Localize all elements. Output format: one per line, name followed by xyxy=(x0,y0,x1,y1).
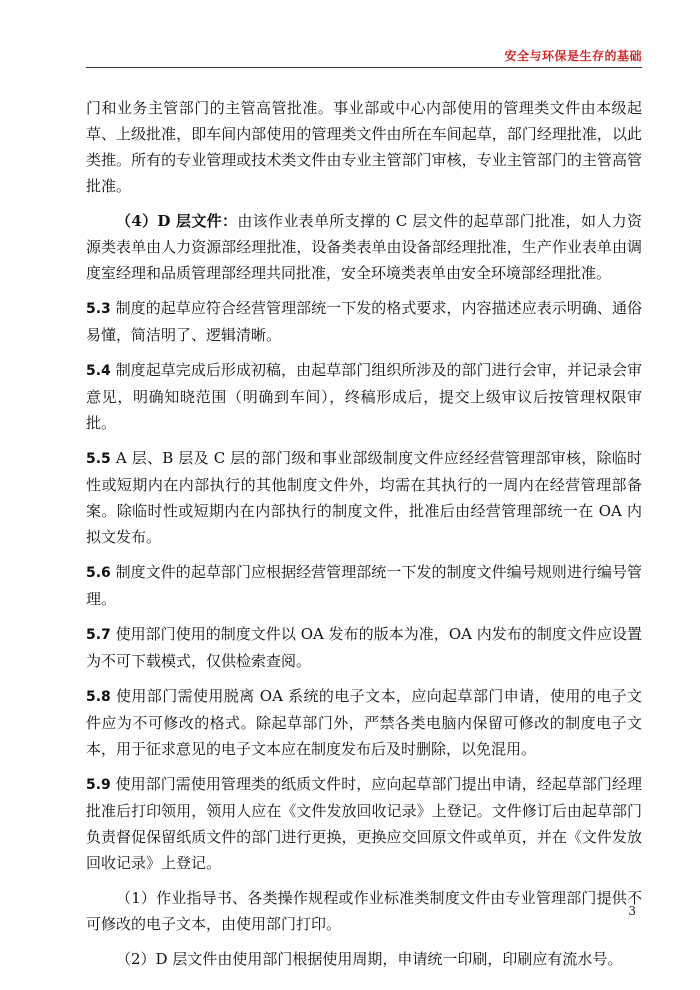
clause-5-5 xyxy=(86,445,642,550)
clause-text: 使用部门需使用脱离 OA 系统的电子文本，应向起草部门申请，使用的电子文件应为不可修改的格式。除起草部门外，严禁各类电脑内保留可修改的制度电子文本，用于征求意见的电子文本应在制度发布后及时删除，以免混用。 xyxy=(86,687,642,758)
clause-5-4 xyxy=(86,357,642,436)
sub-item-2 xyxy=(86,946,642,972)
clause-number: 5.6 xyxy=(86,565,111,581)
paragraph-d-layer xyxy=(86,208,642,286)
sub-item-text: （2）D 层文件由使用部门根据使用周期，申请统一印刷，印刷应有流水号。 xyxy=(116,950,623,968)
header-slogan: 安全与环保是生存的基础 xyxy=(504,49,642,63)
paragraph-text: 门和业务主管部门的主管高管批准。事业部或中心内部使用的管理类文件由本级起草、上级批准，即车间内部使用的管理类文件由所在车间起草，部门经理批准，以此类推。所有的专业管理或技术类文件由专业主管部门审核，专业主管部门的主管高管批准。 xyxy=(86,99,642,195)
clause-5-6 xyxy=(86,559,642,612)
clause-text: 制度的起草应符合经营管理部统一下发的格式要求，内容描述应表示明确、通俗易懂，简洁明了、逻辑清晰。 xyxy=(86,299,642,344)
clause-5-3 xyxy=(86,295,642,348)
clause-number: 5.8 xyxy=(86,689,111,705)
clause-text: 制度文件的起草部门应根据经营管理部统一下发的制度文件编号规则进行编号管理。 xyxy=(86,563,642,608)
paragraph-text: 由该作业表单所支撑的 C 层文件的起草部门批准，如人力资源类表单由人力资源部经理批准，设备类表单由设备部经理批准，生产作业表单由调度室经理和品质管理部经理共同批准，安全环境类表单由安全环境部经理批准。 xyxy=(86,212,642,282)
clause-5-8 xyxy=(86,683,642,762)
page-number: 3 xyxy=(628,904,636,918)
clause-text: A 层、B 层及 C 层的部门级和事业部级制度文件应经经营管理部审核，除临时性或短期内在内部执行的其他制度文件外，均需在其执行的一周内在经营管理部备案。除临时性或短期内在内部执行的制度文件，批准后由经营管理部统一在 OA 内拟文发布。 xyxy=(86,449,642,546)
clause-number: 5.5 xyxy=(86,451,111,467)
header-divider xyxy=(86,67,642,68)
document-body xyxy=(86,95,642,981)
clause-number: 5.4 xyxy=(86,363,111,379)
clause-5-9 xyxy=(86,771,642,876)
clause-text: 使用部门使用的制度文件以 OA 发布的版本为准，OA 内发布的制度文件应设置为不可下载模式，仅供检索查阅。 xyxy=(86,625,642,670)
clause-number: 5.3 xyxy=(86,301,111,317)
paragraph-continuation xyxy=(86,95,642,199)
paragraph-lead: （4）D 层文件： xyxy=(116,212,238,230)
sub-item-1 xyxy=(86,885,642,937)
clause-5-7 xyxy=(86,621,642,674)
clause-text: 制度起草完成后形成初稿，由起草部门组织所涉及的部门进行会审，并记录会审意见，明确知晓范围（明确到车间），终稿形成后，提交上级审议后按管理权限审批。 xyxy=(86,361,642,432)
clause-number: 5.9 xyxy=(86,777,111,793)
clause-number: 5.7 xyxy=(86,627,111,643)
clause-text: 使用部门需使用管理类的纸质文件时，应向起草部门提出申请，经起草部门经理批准后打印领用，领用人应在《文件发放回收记录》上登记。文件修订后由起草部门负责督促保留纸质文件的部门进行更换，更换应交回原文件或单页，并在《文件发放回收记录》上登记。 xyxy=(86,775,642,872)
sub-item-text: （1）作业指导书、各类操作规程或作业标准类制度文件由专业管理部门提供不可修改的电子文本，由使用部门打印。 xyxy=(86,889,642,933)
